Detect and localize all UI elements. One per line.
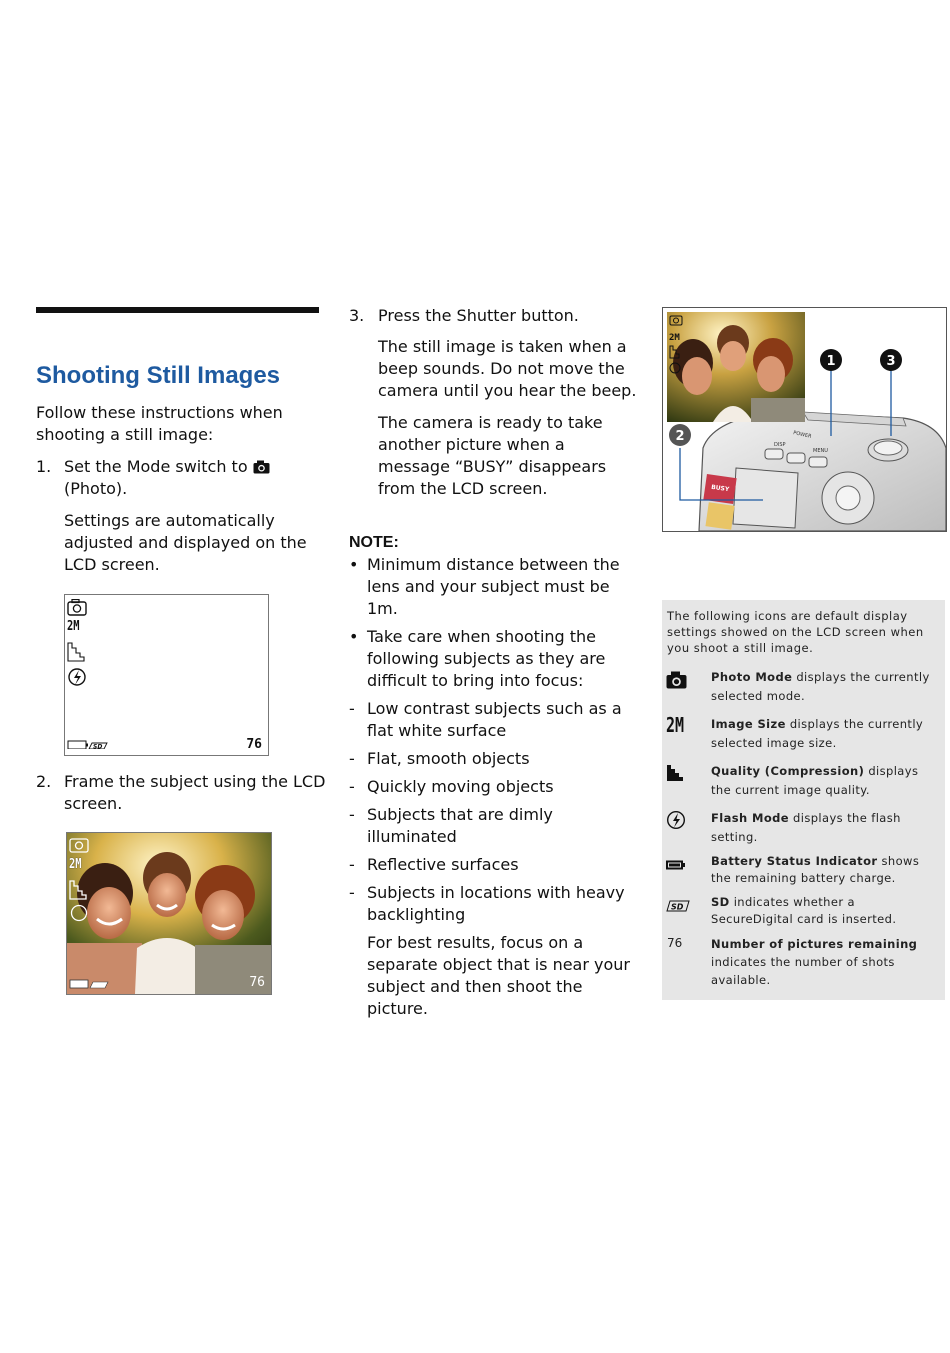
shots-count-icon: 76 <box>667 936 683 950</box>
family-photo <box>67 833 271 994</box>
photo-mode-icon <box>68 600 86 616</box>
dash: - <box>349 805 355 824</box>
flash-mode-icon <box>69 669 85 685</box>
power-label: POWER <box>792 430 812 440</box>
inset-size-label: 2M <box>669 333 680 343</box>
intro-text: Follow these instructions when shooting a still image: <box>36 403 283 444</box>
quality-icon <box>68 643 84 661</box>
image-size-label: 2M <box>69 857 82 872</box>
menu-label: MENU <box>813 448 828 454</box>
flash-mode-icon <box>666 810 686 830</box>
legend-sd: SD indicates whether a SecureDigital card is inserted. <box>711 895 897 926</box>
callout-3 <box>880 349 902 371</box>
dash: - <box>349 777 355 796</box>
busy-label: BUSY <box>710 483 730 494</box>
dash-item: Low contrast subjects such as a flat white surface <box>367 699 622 740</box>
callout-2 <box>669 424 691 446</box>
shots-remaining: 76 <box>249 975 265 990</box>
camera-figure <box>662 307 947 532</box>
step-1-detail: Settings are automatically adjusted and displayed on the LCD screen. <box>64 511 307 574</box>
legend-image-size: Image Size displays the currently selected image size. <box>711 717 924 750</box>
image-size-icon: 2M <box>666 713 685 737</box>
page-title: Shooting Still Images <box>36 362 281 389</box>
dash: - <box>349 699 355 718</box>
svg-text:2: 2 <box>675 429 685 444</box>
dash: - <box>349 883 355 902</box>
dash-item: Subjects in locations with heavy backlighting <box>367 883 625 924</box>
note-heading: NOTE: <box>349 534 399 551</box>
image-size-label: 2M <box>67 619 80 634</box>
sd-card-icon <box>89 743 107 749</box>
disp-label: DISP <box>774 442 786 448</box>
photo-mode-icon <box>666 671 687 689</box>
battery-icon <box>68 741 88 749</box>
step-number: 2. <box>36 772 52 791</box>
legend-quality: Quality (Compression) displays the current image quality. <box>711 764 919 797</box>
lcd-screen-default <box>64 594 269 756</box>
note-tail: For best results, focus on a separate object that is near your subject and then shoot the picture. <box>367 933 630 1018</box>
legend-battery: Battery Status Indicator shows the remaining battery charge. <box>711 854 920 885</box>
step-number: 3. <box>349 306 365 325</box>
shots-remaining: 76 <box>246 737 262 752</box>
step-3-detail-2: The camera is ready to take another picture when a message “BUSY” disappears from the LCD screen. <box>378 413 607 498</box>
legend-flash-mode: Flash Mode displays the flash setting. <box>711 811 901 844</box>
panel-intro: The following icons are default display settings showed on the LCD screen when you shoot a still image. <box>667 609 924 655</box>
step-3-detail-1: The still image is taken when a beep sounds. Do not move the camera until you hear the beep. <box>378 337 637 400</box>
svg-text:SD: SD <box>671 902 684 912</box>
dash-item: Flat, smooth objects <box>367 749 530 768</box>
note-bullet-1: Minimum distance between the lens and your subject must be 1m. <box>367 555 620 618</box>
step-3: Press the Shutter button. <box>378 306 579 325</box>
svg-text:1: 1 <box>826 354 836 369</box>
step-2: Frame the subject using the LCD screen. <box>64 772 326 813</box>
step-number: 1. <box>36 457 52 476</box>
camera-mode-icon <box>253 460 270 474</box>
sd-card-icon <box>666 900 690 912</box>
dash-item: Quickly moving objects <box>367 777 554 796</box>
battery-icon <box>666 860 686 870</box>
quality-icon <box>666 764 684 782</box>
bullet-dot: • <box>349 627 359 646</box>
svg-text:3: 3 <box>886 354 896 369</box>
camera-illustration <box>663 308 946 531</box>
callout-1 <box>820 349 842 371</box>
step-1: Set the Mode switch to (Photo). <box>64 456 319 500</box>
lcd-icon-column <box>67 599 267 749</box>
dash-item: Reflective surfaces <box>367 855 519 874</box>
lcd-screen-framed-photo <box>66 832 272 995</box>
dash: - <box>349 855 355 874</box>
dash-item: Subjects that are dimly illuminated <box>367 805 553 846</box>
legend-photo-mode: Photo Mode displays the currently selected mode. <box>711 670 930 703</box>
note-bullet-2: Take care when shooting the following subjects as they are difficult to bring into focus: <box>367 627 606 690</box>
dash: - <box>349 749 355 768</box>
section-rule <box>36 307 319 313</box>
legend-shots-remaining: Number of pictures remaining indicates the number of shots available. <box>711 937 918 987</box>
bullet-dot: • <box>349 555 359 574</box>
svg-text:SD: SD <box>93 743 103 749</box>
